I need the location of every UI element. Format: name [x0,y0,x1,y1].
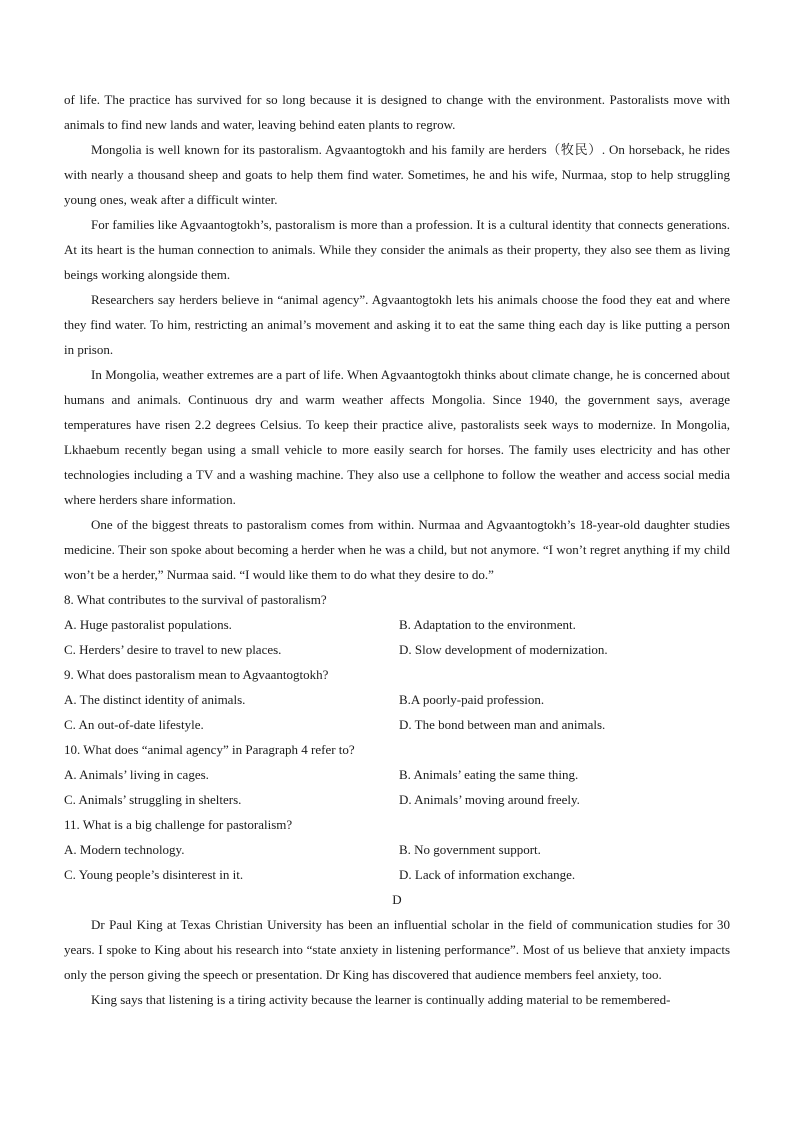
question-stem: 8. What contributes to the survival of pastoralism? [64,592,327,607]
option-c: C. Herders’ desire to travel to new places. [64,642,282,657]
option-a: A. Huge pastoralist populations. [64,617,232,632]
option-c: C. Animals’ struggling in shelters. [64,792,242,807]
passage-c-paragraph-5: In Mongolia, weather extremes are a part of life. When Agvaantogtokh thinks about climate change, he is concerned about humans and animals. Continuous dry and warm weather affects Mongolia. Since 1940, the government says, average temperatures have risen 2.2 degrees Celsius. To keep their practice alive, pastoralists seek ways to modernize. In Mongolia, Lkhaebum recently began using a small vehicle to more easily search for horses. The family uses electricity and has other technologies including a TV and a washing machine. They also use a cellphone to follow the weather and access social media where herders share information. [64,367,730,507]
passage-c-paragraph-1: of life. The practice has survived for so long because it is designed to change with the environment. Pastoralists move with animals to find new lands and water, leaving behind eaten plants to regrow. [64,92,730,132]
option-d: D. Animals’ moving around freely. [399,792,580,807]
option-a: A. Animals’ living in cages. [64,767,209,782]
page-content [64,87,730,1012]
question-10 [64,737,730,812]
option-c: C. Young people’s disinterest in it. [64,867,244,882]
passage-c-paragraph-6: One of the biggest threats to pastoralism comes from within. Nurmaa and Agvaantogtokh’s 18-year-old daughter studies medicine. Their son spoke about becoming a herder when he was a child, but not anymore. “I won’t regret anything if my child won’t be a herder,” Nurmaa said. “I would like them to do what they desire to do.” [64,517,730,582]
question-stem: 11. What is a big challenge for pastoralism? [64,817,293,832]
option-d: D. Slow development of modernization. [399,642,608,657]
passage-c-paragraph-3: For families like Agvaantogtokh’s, pastoralism is more than a profession. It is a cultural identity that connects generations. At its heart is the human connection to animals. While they consider the animals as their property, they also see them as living beings working alongside them. [64,217,730,282]
passage-c-paragraph-4: Researchers say herders believe in “animal agency”. Agvaantogtokh lets his animals choose the food they eat and where they find water. To him, restricting an animal’s movement and asking it to eat the same thing each day is like putting a person in prison. [64,292,730,357]
option-b: B.A poorly-paid profession. [399,692,545,707]
option-d: D. The bond between man and animals. [399,717,606,732]
question-8 [64,587,730,662]
question-11 [64,812,730,887]
question-9 [64,662,730,737]
passage-d-paragraph-2: King says that listening is a tiring activity because the learner is continually adding material to be remembered- [91,992,671,1007]
question-stem: 9. What does pastoralism mean to Agvaantogtokh? [64,667,329,682]
option-b: B. Animals’ eating the same thing. [399,767,579,782]
option-d: D. Lack of information exchange. [399,867,576,882]
passage-c-paragraph-2: Mongolia is well known for its pastoralism. Agvaantogtokh and his family are herders（牧民）. On horseback, he rides with nearly a thousand sheep and goats to help them find water. Sometimes, he and his wife, Nurmaa, stop to help struggling young ones, weak after a difficult winter. [64,142,730,207]
option-c: C. An out-of-date lifestyle. [64,717,204,732]
option-b: B. No government support. [399,842,541,857]
option-a: A. Modern technology. [64,842,185,857]
question-stem: 10. What does “animal agency” in Paragraph 4 refer to? [64,742,355,757]
option-a: A. The distinct identity of animals. [64,692,246,707]
option-b: B. Adaptation to the environment. [399,617,576,632]
passage-d-paragraph-1: Dr Paul King at Texas Christian University has been an influential scholar in the field of communication studies for 30 years. I spoke to King about his research into “state anxiety in listening performance”. Most of us believe that anxiety impacts only the person giving the speech or presentation. Dr King has discovered that audience members feel anxiety, too. [64,917,730,982]
section-letter-d: D [392,892,402,907]
